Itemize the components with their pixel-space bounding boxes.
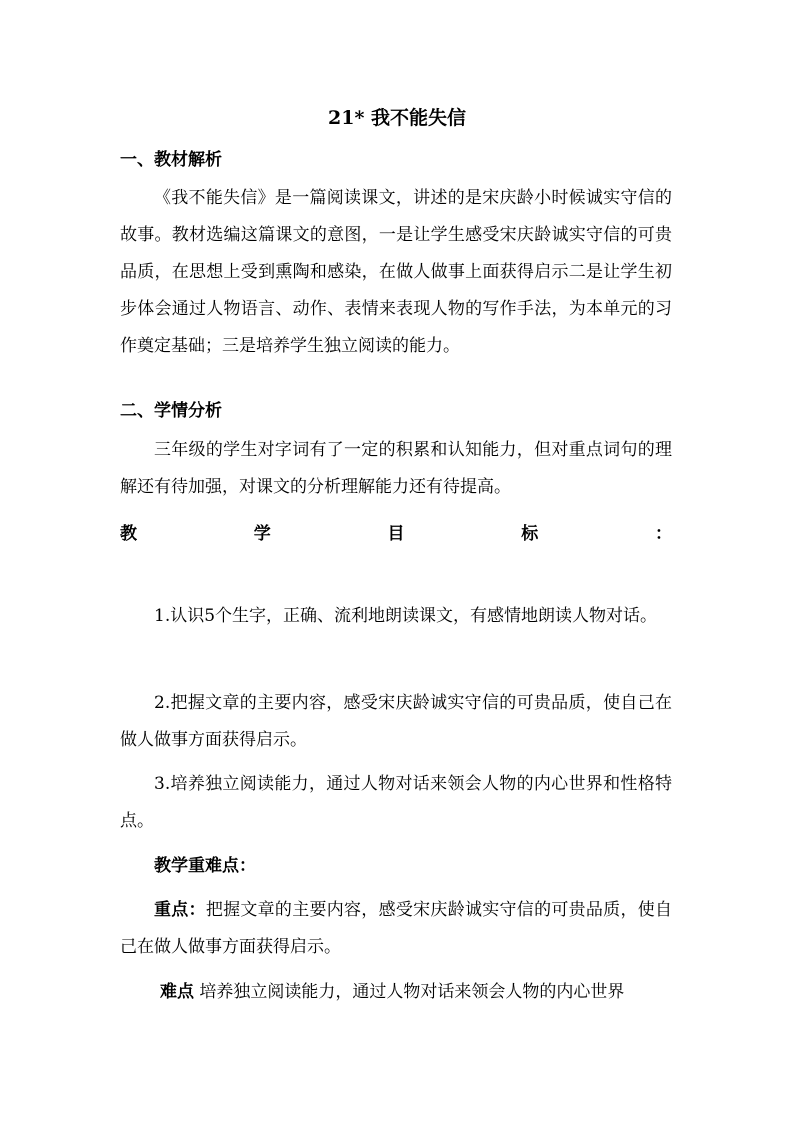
goal-item: 2.把握文章的主要内容，感受宋庆龄诚实守信的可贵品质，使自己在做人做事方面获得启示。 — [120, 693, 672, 750]
paragraph-textbook-analysis: 《我不能失信》是一篇阅读课文，讲述的是宋庆龄小时候诚实守信的故事。教材选编这篇课文的意图，一是让学生感受宋庆龄诚实守信的可贵品质，在思想上受到熏陶和感染，在做人做事上面获得启示二是让学生初步体会通过人物语言、动作、表情来表现人物的写作手法，为本单元的习作奠定基础；三是培养学生独立阅读的能力。 — [120, 188, 672, 356]
goals-heading-char: 学 — [253, 524, 271, 544]
focus-text: 把握文章的主要内容，感受宋庆龄诚实守信的可贵品质，使自己在做人做事方面获得启示。 — [120, 900, 672, 957]
goal-item: 3.培养独立阅读能力，通过人物对话来领会人物的内心世界和性格特点。 — [120, 774, 672, 831]
key-points-heading: 教学重难点： — [154, 856, 256, 876]
page-title: 21* 我不能失信 — [328, 107, 466, 129]
section-heading-textbook-analysis: 一、教材解析 — [120, 150, 222, 170]
goals-heading-char: ： — [655, 524, 672, 544]
goals-heading-char: 教 — [120, 524, 137, 544]
paragraph-difficulty — [120, 974, 672, 1011]
goals-heading-char: 目 — [387, 524, 405, 544]
paragraph-focus — [120, 892, 672, 966]
difficulty-label: 难点 — [160, 982, 194, 1002]
goal-item: 1.认识5个生字，正确、流利地朗读课文，有感情地朗读人物对话。 — [154, 606, 658, 626]
goals-heading-char: 标 — [521, 524, 539, 544]
section-heading-student-analysis: 二、学情分析 — [120, 401, 222, 421]
goals-heading — [120, 520, 672, 548]
paragraph-student-analysis: 三年级的学生对字词有了一定的积累和认知能力，但对重点词句的理解还有待加强，对课文的分析理解能力还有待提高。 — [120, 440, 672, 497]
difficulty-text: 培养独立阅读能力，通过人物对话来领会人物的内心世界 — [199, 982, 625, 1002]
focus-label: 重点： — [154, 900, 206, 920]
